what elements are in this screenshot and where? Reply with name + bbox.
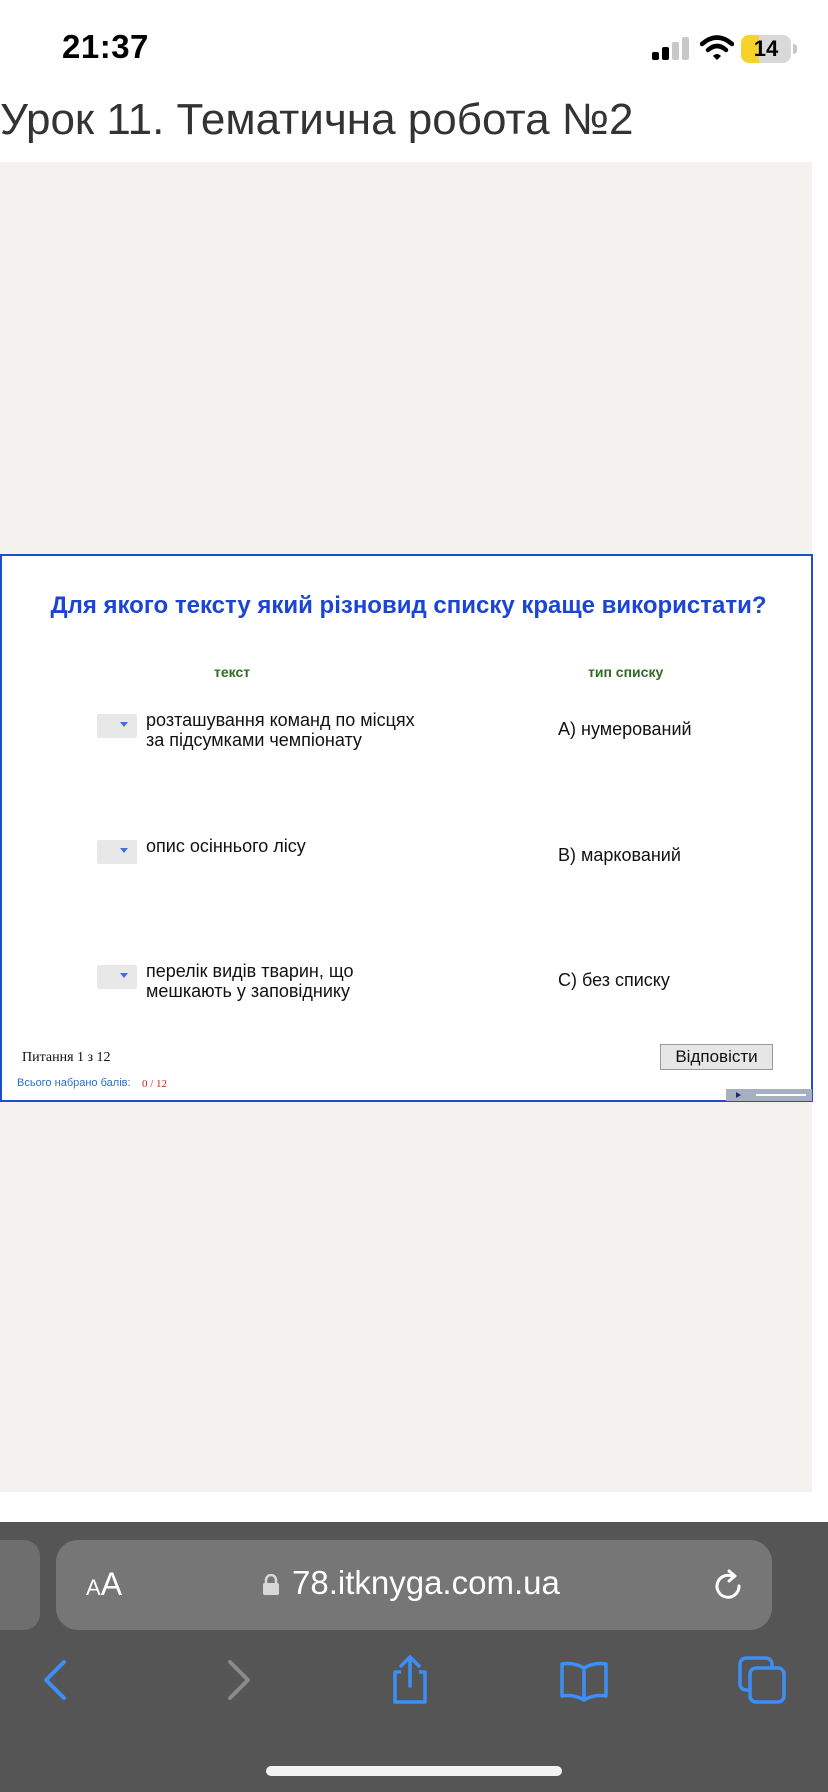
play-icon[interactable] (736, 1092, 741, 1098)
dropdown-arrow-icon (120, 848, 128, 853)
score-label: Всього набрано балів: (17, 1077, 131, 1089)
lock-icon (262, 1574, 280, 1596)
match-item-line: мешкають у заповіднику (146, 981, 350, 1001)
match-item-line: перелік видів тварин, що (146, 961, 354, 981)
status-bar (0, 0, 828, 100)
reload-icon[interactable] (710, 1568, 746, 1604)
quiz-frame (0, 554, 813, 1102)
player-control-bar[interactable] (726, 1089, 812, 1101)
column-header-list-type: тип списку (588, 664, 664, 680)
browser-toolbar (0, 1522, 828, 1792)
list-type-option: В) маркований (558, 845, 681, 865)
dropdown-arrow-icon (120, 973, 128, 978)
answer-dropdown[interactable] (97, 714, 137, 738)
back-icon[interactable] (32, 1654, 84, 1706)
answer-button[interactable]: Відповісти (660, 1044, 773, 1070)
match-item-line: опис осіннього лісу (146, 836, 306, 856)
answer-dropdown[interactable] (97, 965, 137, 989)
match-item-text (146, 710, 446, 750)
question-counter: Питання 1 з 12 (22, 1050, 111, 1065)
wifi-icon (700, 34, 734, 62)
address-bar[interactable] (56, 1540, 772, 1630)
battery-icon (741, 35, 791, 63)
dropdown-arrow-icon (120, 722, 128, 727)
match-item-line: розташування команд по місцях (146, 710, 415, 730)
list-type-option: С) без списку (558, 970, 670, 990)
column-header-text: текст (214, 664, 251, 680)
match-item-text (146, 961, 446, 1001)
player-track[interactable] (756, 1094, 806, 1096)
home-indicator[interactable] (266, 1766, 562, 1776)
tabs-icon[interactable] (736, 1654, 788, 1706)
bookmarks-icon[interactable] (558, 1654, 610, 1706)
share-icon[interactable] (384, 1654, 436, 1706)
match-item-line: за підсумками чемпіонату (146, 730, 362, 750)
quiz-question: Для якого тексту який різновид списку краще використати? (50, 592, 767, 619)
cellular-signal-icon (652, 36, 690, 60)
list-type-option: А) нумерований (558, 719, 692, 739)
url-text[interactable]: 78.itknyga.com.ua (292, 1564, 560, 1601)
status-time: 21:37 (62, 28, 149, 65)
text-size-icon[interactable]: AA (86, 1566, 123, 1602)
score-value: 0 / 12 (142, 1078, 168, 1090)
page-title: Урок 11. Тематична робота №2 (0, 95, 634, 144)
battery-level: 14 (753, 36, 779, 61)
match-item-text (146, 836, 446, 856)
battery-nub (793, 44, 797, 54)
answer-dropdown[interactable] (97, 840, 137, 864)
forward-icon[interactable] (210, 1654, 262, 1706)
previous-tab-peek[interactable] (0, 1540, 40, 1630)
